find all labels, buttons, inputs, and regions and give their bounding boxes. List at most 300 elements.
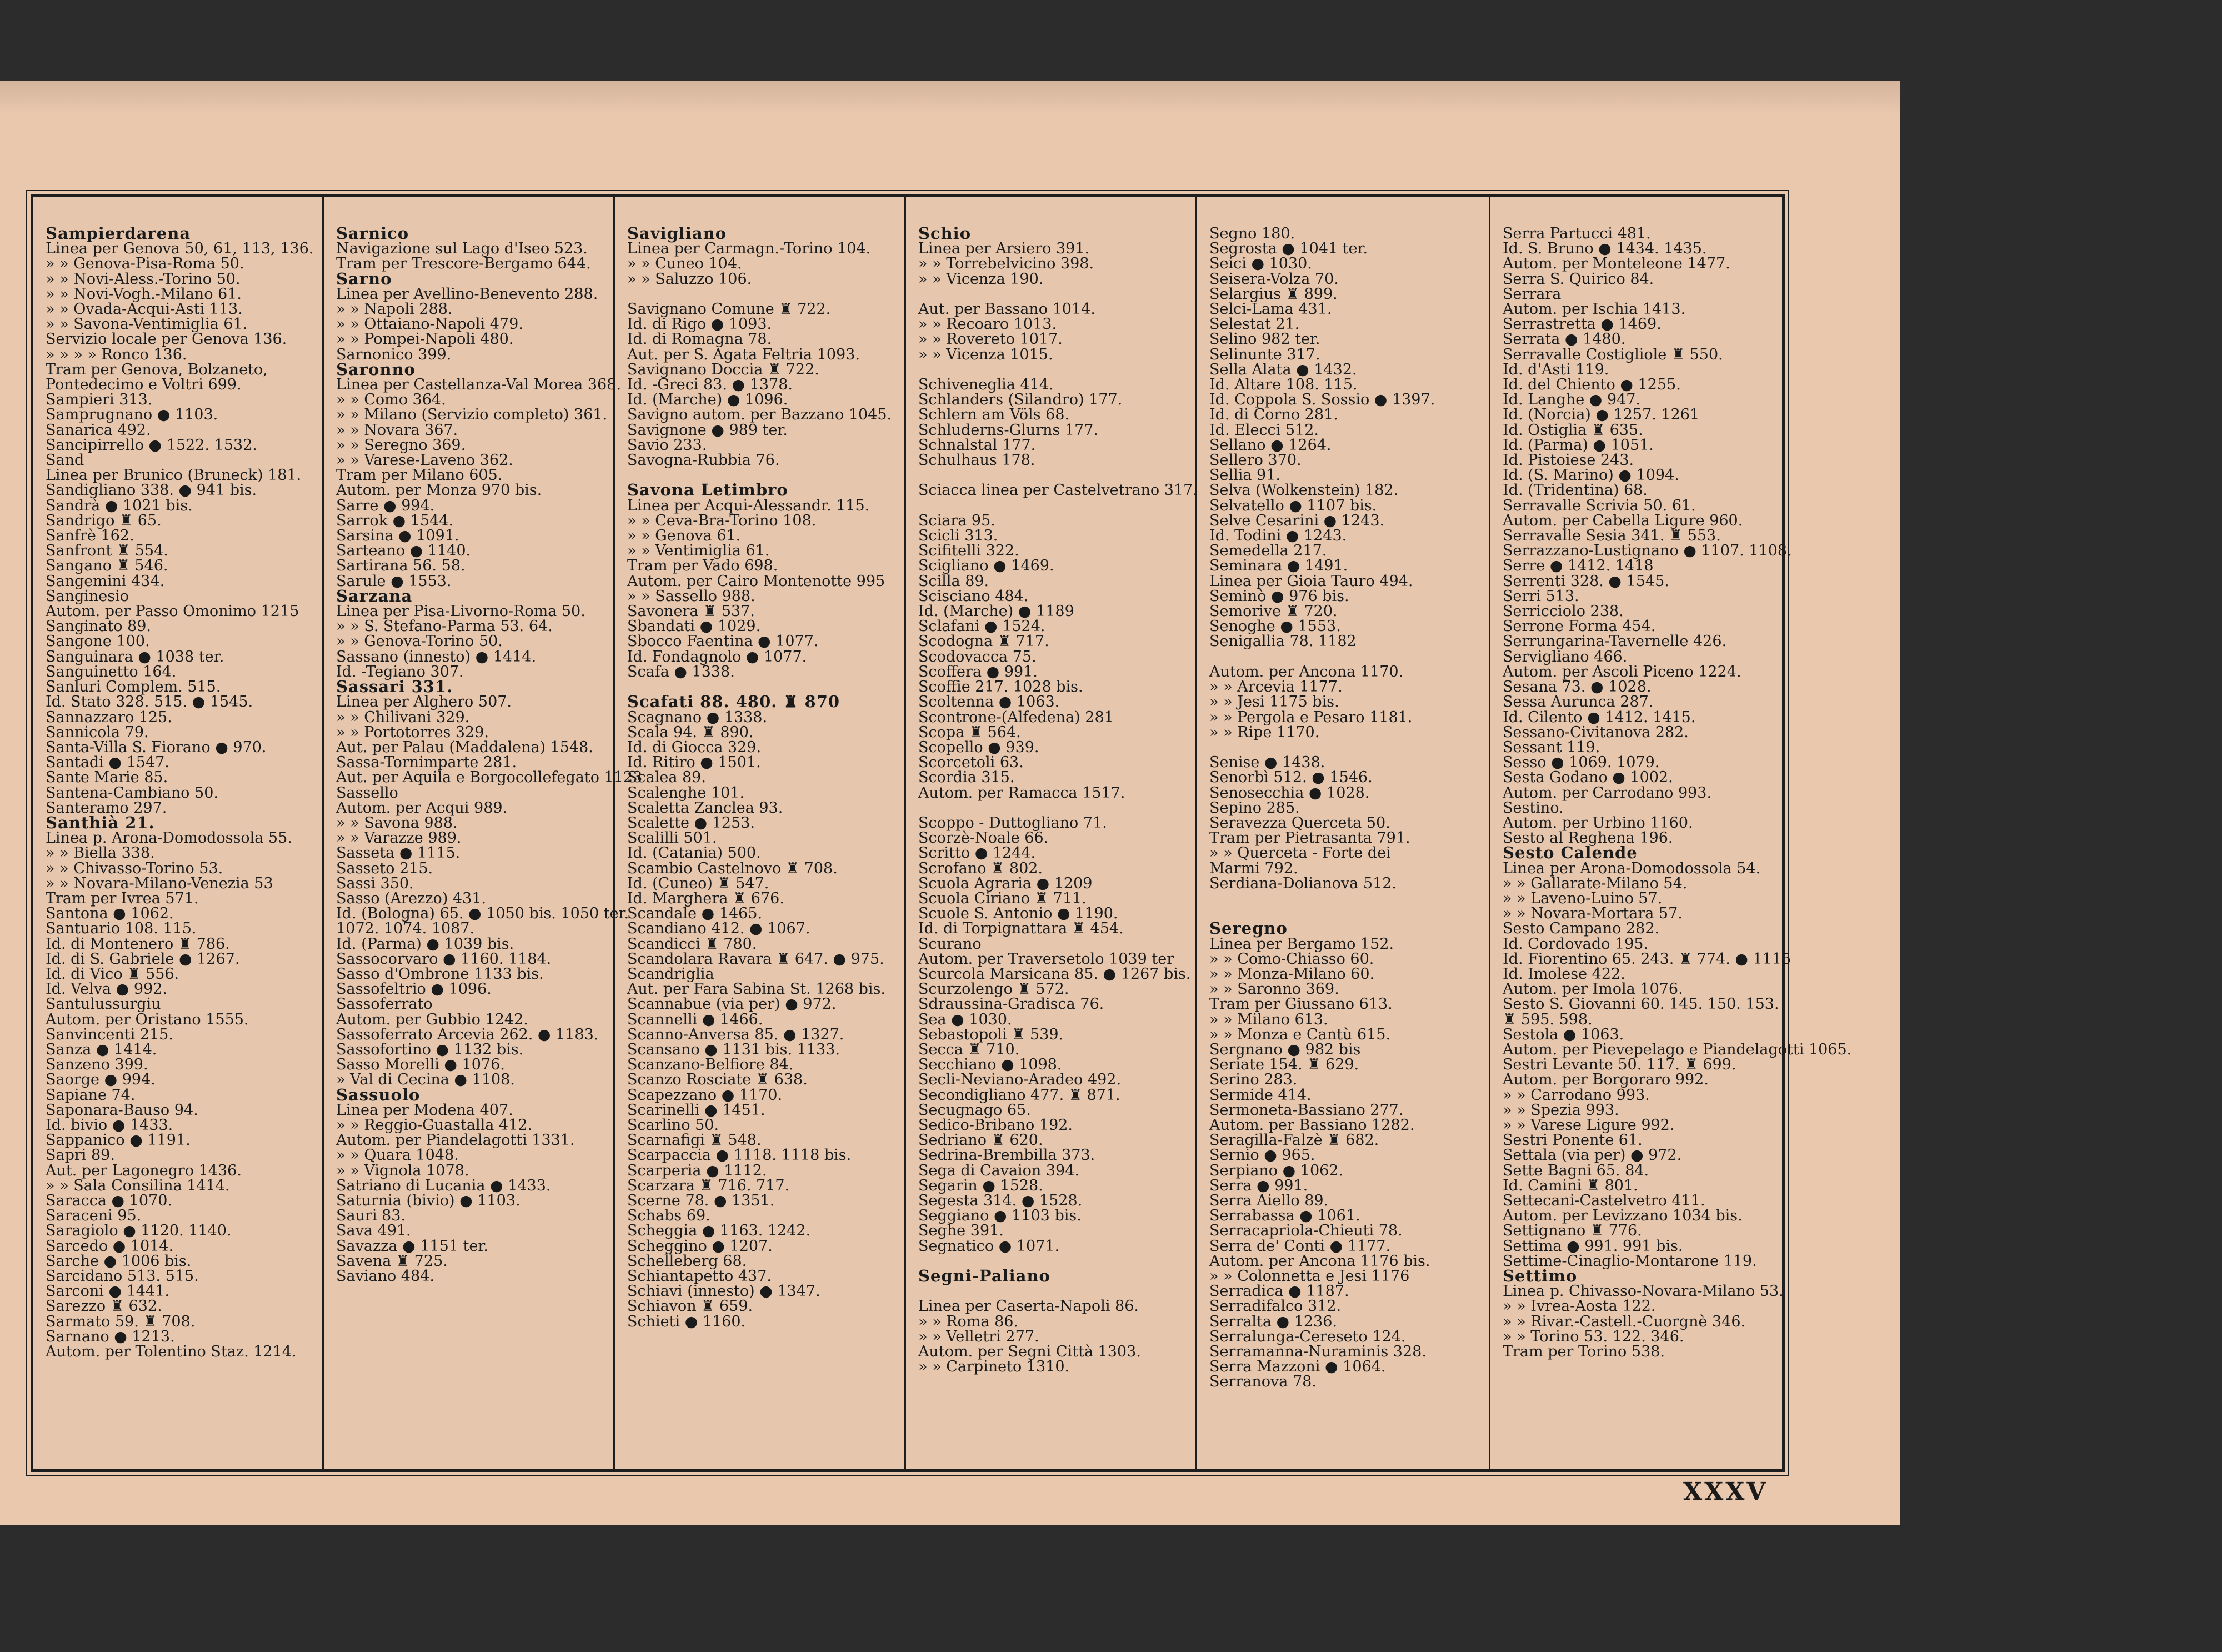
- index-entry: » » Roma 86.: [918, 1313, 1019, 1330]
- index-entry: Navigazione sul Lago d'Iseo 523.: [336, 240, 588, 258]
- index-entry: Sannazzaro 125.: [46, 708, 172, 726]
- index-entry: Santeramo 297.: [46, 799, 167, 817]
- index-entry: Tram per Trescore-Bergamo 644.: [336, 255, 591, 273]
- index-entry: Serrara: [1503, 285, 1562, 303]
- index-entry: Sarrok ● 1544.: [336, 512, 454, 529]
- index-entry: Id. (Parma) ● 1039 bis.: [336, 935, 514, 953]
- index-column-2: [322, 197, 643, 1469]
- index-entry: Id. (Catania) 500.: [627, 844, 761, 862]
- index-entry: Autom. per Carrodano 993.: [1503, 784, 1712, 802]
- index-entry: » » Quara 1048.: [336, 1147, 459, 1164]
- index-entry: » » Novi-Vogh.-Milano 61.: [46, 285, 242, 303]
- index-entry: [627, 287, 897, 302]
- index-entry: » Val di Cecina ● 1108.: [336, 1071, 515, 1089]
- index-entry: » » Varese-Laveno 362.: [336, 452, 513, 469]
- index-entry: » » Vicenza 190.: [918, 270, 1044, 288]
- index-entry: » » » » Ronco 136.: [46, 346, 187, 363]
- index-entry: Scodogna ♜ 717.: [918, 633, 1049, 650]
- index-entry: Savignano Comune ♜ 722.: [627, 301, 831, 318]
- index-entry: Segrosta ● 1041 ter.: [1209, 240, 1368, 258]
- index-entry: Sbocco Faentina ● 1077.: [627, 633, 819, 650]
- index-entry: Id. (Cuneo) ♜ 547.: [627, 874, 769, 892]
- index-entry: » » Torino 53. 122. 346.: [1503, 1328, 1684, 1345]
- index-entry: Savazza ● 1151 ter.: [336, 1237, 488, 1255]
- index-entry: » » Seregno 369.: [336, 436, 466, 454]
- index-entry: Schlern am Völs 68.: [918, 406, 1070, 424]
- index-entry: Serramanna-Nuraminis 328.: [1209, 1343, 1427, 1361]
- index-entry: Autom. per Imola 1076.: [1503, 980, 1683, 998]
- index-entry: Secugnago 65.: [918, 1101, 1031, 1119]
- index-entry: Scisciano 484.: [918, 587, 1029, 605]
- index-entry: Scarnafigi ♜ 548.: [627, 1132, 762, 1149]
- index-entry: Schlanders (Silandro) 177.: [918, 391, 1123, 409]
- index-heading: Sarzana: [336, 586, 413, 605]
- index-column-1: [33, 197, 322, 1469]
- index-entry: Schieti ● 1160.: [627, 1313, 746, 1330]
- index-entry: Serralta ● 1236.: [1209, 1313, 1337, 1330]
- index-heading: Sesto Calende: [1503, 843, 1638, 863]
- index-entry: Serradifalco 312.: [1209, 1298, 1342, 1315]
- index-entry: Id. Ostiglia ♜ 635.: [1503, 421, 1643, 439]
- index-entry: » » Spezia 993.: [1503, 1101, 1619, 1119]
- index-entry: » » Novara-Mortara 57.: [1503, 905, 1683, 923]
- index-entry: Sassoferrato Arcevia 262. ● 1183.: [336, 1025, 599, 1043]
- index-entry: Servigliano 466.: [1503, 648, 1628, 665]
- index-entry: Sanguinetto 164.: [46, 663, 177, 680]
- index-entry: Seminara ● 1491.: [1209, 557, 1348, 575]
- index-entry: Id. (Parma) ● 1051.: [1503, 436, 1654, 454]
- index-entry: Linea per Caserta-Napoli 86.: [918, 1298, 1139, 1315]
- index-entry: Id. Ritiro ● 1501.: [627, 754, 761, 772]
- index-entry: Serino 283.: [1209, 1071, 1298, 1089]
- index-heading: Sampierdarena: [46, 224, 191, 243]
- index-entry: Autom. per Oristano 1555.: [46, 1010, 249, 1028]
- index-entry: Scheggia ● 1163. 1242.: [627, 1222, 811, 1240]
- index-entry: [918, 800, 1188, 815]
- index-entry: Id. (S. Marino) ● 1094.: [1503, 467, 1679, 484]
- index-entry: Serravalle Sesia 341. ♜ 553.: [1503, 527, 1721, 545]
- index-entry: Sarsina ● 1091.: [336, 527, 459, 545]
- index-entry: Tram per Pietrasanta 791.: [1209, 829, 1410, 847]
- index-entry: Seici ● 1030.: [1209, 255, 1312, 273]
- index-entry: Autom. per Passo Omonimo 1215: [46, 603, 299, 620]
- index-entry: Sdraussina-Gradisca 76.: [918, 995, 1104, 1013]
- index-entry: Id. di Romagna 78.: [627, 331, 772, 348]
- index-entry: [1209, 740, 1481, 755]
- index-entry: Sanza ● 1414.: [46, 1040, 157, 1058]
- index-entry: Aut. per S. Agata Feltria 1093.: [627, 346, 860, 363]
- index-entry: Scalea 89.: [627, 769, 706, 787]
- index-entry: Scopa ♜ 564.: [918, 723, 1021, 741]
- index-entry: Santa-Villa S. Fiorano ● 970.: [46, 738, 267, 756]
- index-entry: Linea per Acqui-Alessandr. 115.: [627, 497, 870, 514]
- index-column-6: [1489, 197, 1852, 1469]
- index-entry: Tram per Ivrea 571.: [46, 889, 199, 907]
- index-entry: » » Como-Chiasso 60.: [1209, 950, 1374, 968]
- index-entry: Id. Cilento ● 1412. 1415.: [1503, 708, 1696, 726]
- index-entry: Selci-Lama 431.: [1209, 301, 1332, 318]
- index-entry: Autom. per Ancona 1170.: [1209, 663, 1404, 680]
- index-entry: Id. Coppola S. Sossio ● 1397.: [1209, 391, 1435, 409]
- index-entry: Sapri 89.: [46, 1147, 115, 1164]
- index-entry: Linea per Bergamo 152.: [1209, 935, 1394, 953]
- index-entry: Sarezzo ♜ 632.: [46, 1298, 162, 1315]
- index-entry: Settima ● 991. 991 bis.: [1503, 1237, 1683, 1255]
- index-entry: Tram per Genova, Bolzaneto,: [46, 361, 268, 378]
- index-entry: Scanzo Rosciate ♜ 638.: [627, 1071, 808, 1089]
- index-entry: Linea per Gioia Tauro 494.: [1209, 572, 1413, 590]
- index-entry: Sanvincenti 215.: [46, 1025, 173, 1043]
- index-entry: Selino 982 ter.: [1209, 331, 1320, 348]
- index-entry: Scuola Ciriano ♜ 711.: [918, 889, 1087, 907]
- index-entry: Saturnia (bivio) ● 1103.: [336, 1192, 521, 1209]
- index-entry: Scurzolengo ♜ 572.: [918, 980, 1069, 998]
- index-entry: Schiveneglia 414.: [918, 376, 1054, 394]
- index-entry: » » Varese Ligure 992.: [1503, 1116, 1675, 1134]
- index-entry: Sasseto 215.: [336, 859, 433, 877]
- index-entry: Linea per Arsiero 391.: [918, 240, 1090, 258]
- index-entry: Aut. per Lagonegro 1436.: [46, 1162, 242, 1179]
- index-entry: Schiavon ♜ 659.: [627, 1298, 753, 1315]
- index-entry: Scalilli 501.: [627, 829, 717, 847]
- index-entry: Sellano ● 1264.: [1209, 436, 1332, 454]
- index-entry: Sarule ● 1553.: [336, 572, 452, 590]
- index-entry: Id. di Corno 281.: [1209, 406, 1338, 424]
- index-entry: Linea per Genova 50, 61, 113, 136.: [46, 240, 314, 258]
- index-entry: Sesso ● 1069. 1079.: [1503, 754, 1660, 772]
- index-entry: Sergnano ● 982 bis: [1209, 1040, 1361, 1058]
- index-entry: Sassello: [336, 784, 398, 802]
- index-heading: Savona Letimbro: [627, 480, 788, 500]
- index-entry: Scannabue (via per) ● 972.: [627, 995, 837, 1013]
- index-entry: Savogna-Rubbia 76.: [627, 452, 780, 469]
- index-entry: Settecani-Castelvetro 411.: [1503, 1192, 1705, 1209]
- index-entry: Aut. per Palau (Maddalena) 1548.: [336, 738, 593, 756]
- index-entry: Linea p. Chivasso-Novara-Milano 53.: [1503, 1283, 1784, 1300]
- index-entry: Saorge ● 994.: [46, 1071, 156, 1089]
- index-entry: Sampieri 313.: [46, 391, 153, 409]
- index-entry: Scandolara Ravara ♜ 647. ● 975.: [627, 950, 884, 968]
- index-entry: Autom. per Gubbio 1242.: [336, 1010, 528, 1028]
- index-entry: Scorcetoli 63.: [918, 754, 1024, 772]
- index-entry: Tram per Vado 698.: [627, 557, 778, 575]
- index-entry: Scurcola Marsicana 85. ● 1267 bis.: [918, 965, 1191, 983]
- index-entry: Scritto ● 1244.: [918, 844, 1036, 862]
- index-entry: Sestola ● 1063.: [1503, 1025, 1624, 1043]
- index-entry: Savignone ● 989 ter.: [627, 421, 788, 439]
- index-entry: Scannelli ● 1466.: [627, 1010, 763, 1028]
- index-entry: » » Ceva-Bra-Torino 108.: [627, 512, 817, 529]
- index-entry: » » Savona-Ventimiglia 61.: [46, 316, 248, 333]
- index-entry: Scalette ● 1253.: [627, 814, 755, 832]
- index-entry: Id. (Tridentina) 68.: [1503, 482, 1648, 499]
- index-entry: Sebastopoli ♜ 539.: [918, 1025, 1064, 1043]
- index-entry: Sbandati ● 1029.: [627, 618, 761, 635]
- index-entry: Savignano Doccia ♜ 722.: [627, 361, 819, 378]
- index-entry: » » Genova 61.: [627, 527, 741, 545]
- index-entry: Id. Todini ● 1243.: [1209, 527, 1347, 545]
- index-entry: Sassoferrato: [336, 995, 433, 1013]
- index-entry: » » Genova-Pisa-Roma 50.: [46, 255, 244, 273]
- index-entry: Autom. per Ascoli Piceno 1224.: [1503, 663, 1741, 680]
- index-entry: Autom. per Monza 970 bis.: [336, 482, 542, 499]
- index-entry: Autom. per Traversetolo 1039 ter: [918, 950, 1174, 968]
- index-entry: Id. -Greci 83. ● 1378.: [627, 376, 793, 394]
- index-entry: Sannicola 79.: [46, 723, 149, 741]
- index-entry: Autom. per Tolentino Staz. 1214.: [46, 1343, 297, 1361]
- index-entry: Sessano-Civitanova 282.: [1503, 723, 1689, 741]
- index-entry: 1072. 1074. 1087.: [336, 920, 475, 938]
- index-entry: » » Vicenza 1015.: [918, 346, 1053, 363]
- index-entry: Linea per Castellanza-Val Morea 368.: [336, 376, 621, 394]
- index-entry: Santuario 108. 115.: [46, 920, 197, 938]
- index-entry: Serrata ● 1480.: [1503, 331, 1626, 348]
- index-entry: Secli-Neviano-Aradeo 492.: [918, 1071, 1122, 1089]
- index-entry: Sassano (innesto) ● 1414.: [336, 648, 537, 665]
- index-entry: Sesta Godano ● 1002.: [1503, 769, 1673, 787]
- index-entry: Sedico-Bribano 192.: [918, 1116, 1073, 1134]
- index-entry: Schnalstal 177.: [918, 436, 1036, 454]
- index-entry: Sciara 95.: [918, 512, 995, 529]
- index-entry: Segnatico ● 1071.: [918, 1237, 1060, 1255]
- index-entry: Schiantapetto 437.: [627, 1268, 772, 1285]
- index-entry: Aut. per Bassano 1014.: [918, 301, 1095, 318]
- index-entry: Sassa-Tornimparte 281.: [336, 754, 517, 772]
- index-entry: Linea per Avellino-Benevento 288.: [336, 285, 598, 303]
- index-entry: » » S. Stefano-Parma 53. 64.: [336, 618, 553, 635]
- index-entry: Scheggino ● 1207.: [627, 1237, 773, 1255]
- index-entry: Scarperia ● 1112.: [627, 1162, 767, 1179]
- index-entry: Saragiolo ● 1120. 1140.: [46, 1222, 232, 1240]
- index-entry: Id. Stato 328. 515. ● 1545.: [46, 693, 253, 711]
- index-entry: » » Ventimiglia 61.: [627, 542, 770, 560]
- index-entry: Scopello ● 939.: [918, 738, 1039, 756]
- index-entry: Sclafani ● 1524.: [918, 618, 1045, 635]
- index-entry: Sandrigo ♜ 65.: [46, 512, 162, 529]
- index-entry: [918, 468, 1188, 483]
- index-entry: Autom. per Segni Città 1303.: [918, 1343, 1141, 1361]
- index-entry: Sciacca linea per Castelvetrano 317.: [918, 482, 1198, 499]
- index-entry: Settala (via per) ● 972.: [1503, 1147, 1682, 1164]
- index-entry: Serra ● 991.: [1209, 1177, 1308, 1194]
- index-entry: Sanguinara ● 1038 ter.: [46, 648, 224, 665]
- index-entry: Linea per Arona-Domodossola 54.: [1503, 859, 1761, 877]
- index-entry: Scodovacca 75.: [918, 648, 1037, 665]
- index-entry: Scuola Agraria ● 1209: [918, 874, 1093, 892]
- index-entry: » » Carrodano 993.: [1503, 1086, 1650, 1104]
- index-entry: Saviano 484.: [336, 1268, 434, 1285]
- index-entry: Scagnano ● 1338.: [627, 708, 768, 726]
- index-entry: » » Napoli 288.: [336, 301, 453, 318]
- index-entry: » » Portotorres 329.: [336, 723, 489, 741]
- index-entry: Selestat 21.: [1209, 316, 1300, 333]
- index-entry: » » Ottaiano-Napoli 479.: [336, 316, 523, 333]
- index-entry: » » Milano 613.: [1209, 1010, 1328, 1028]
- index-entry: Serri 513.: [1503, 587, 1579, 605]
- index-entry: Savio 233.: [627, 436, 707, 454]
- index-entry: Samprugnano ● 1103.: [46, 406, 218, 424]
- index-entry: » » Chilivani 329.: [336, 708, 470, 726]
- index-entry: Schabs 69.: [627, 1207, 710, 1225]
- index-entry: Id. di Giocca 329.: [627, 738, 762, 756]
- index-heading: Seregno: [1209, 919, 1288, 938]
- index-entry: Sante Marie 85.: [46, 769, 168, 787]
- index-entry: Sea ● 1030.: [918, 1010, 1012, 1028]
- index-entry: Servizio locale per Genova 136.: [46, 331, 287, 348]
- index-heading: Sassari 331.: [336, 677, 453, 697]
- index-entry: Sermide 414.: [1209, 1086, 1312, 1104]
- index-entry: Sella Alata ● 1432.: [1209, 361, 1357, 378]
- index-entry: Sarcedo ● 1014.: [46, 1237, 174, 1255]
- index-entry: Autom. per Cairo Montenotte 995: [627, 572, 885, 590]
- index-entry: » » Chivasso-Torino 53.: [46, 859, 223, 877]
- index-entry: Scoffera ● 991.: [918, 663, 1038, 680]
- index-entry: Id. (Bologna) 65. ● 1050 bis. 1050 ter.: [336, 905, 629, 923]
- index-entry: [1209, 649, 1481, 664]
- index-entry: Id. Pistoiese 243.: [1503, 452, 1634, 469]
- index-entry: » » Ovada-Acqui-Asti 113.: [46, 301, 243, 318]
- index-entry: Serrabassa ● 1061.: [1209, 1207, 1360, 1225]
- index-entry: Sedriano ♜ 620.: [918, 1132, 1043, 1149]
- index-entry: Secondigliano 477. ♜ 871.: [918, 1086, 1120, 1104]
- index-entry: Sassofeltrio ● 1096.: [336, 980, 492, 998]
- index-heading: Saronno: [336, 359, 416, 379]
- index-entry: Serpiano ● 1062.: [1209, 1162, 1344, 1179]
- index-entry: » » Novara 367.: [336, 421, 458, 439]
- index-entry: Selve Cesarini ● 1243.: [1209, 512, 1385, 529]
- index-entry: Autom. per Ancona 1176 bis.: [1209, 1252, 1430, 1270]
- index-entry: Saponara-Bauso 94.: [46, 1101, 198, 1119]
- index-entry: Id. Imolese 422.: [1503, 965, 1625, 983]
- index-entry: Sassocorvaro ● 1160. 1184.: [336, 950, 552, 968]
- index-entry: Serrastretta ● 1469.: [1503, 316, 1662, 333]
- index-entry: Scilla 89.: [918, 572, 989, 590]
- index-heading: Sassuolo: [336, 1085, 421, 1104]
- index-entry: Id. Cordovado 195.: [1503, 935, 1649, 953]
- index-entry: Scanzano-Belfiore 84.: [627, 1056, 794, 1074]
- index-entry: Scambio Castelnovo ♜ 708.: [627, 859, 838, 877]
- page-number: XXXV: [1683, 1478, 1768, 1506]
- index-entry: Id. di Montenero ♜ 786.: [46, 935, 230, 953]
- index-entry: Id. di Rigo ● 1093.: [627, 316, 772, 333]
- index-entry: Serrenti 328. ● 1545.: [1503, 572, 1669, 590]
- index-entry: Serra Partucci 481.: [1503, 225, 1651, 242]
- index-entry: Sessa Aurunca 287.: [1503, 693, 1654, 711]
- index-heading: Savigliano: [627, 224, 727, 243]
- index-entry: » » Carpineto 1310.: [918, 1358, 1070, 1376]
- index-entry: Serdiana-Dolianova 512.: [1209, 874, 1397, 892]
- index-entry: Schelleberg 68.: [627, 1252, 747, 1270]
- index-entry: Senigallia 78. 1182: [1209, 633, 1357, 650]
- index-entry: Scurano: [918, 935, 982, 953]
- index-frame: [31, 194, 1852, 1472]
- index-entry: Sesto Campano 282.: [1503, 920, 1660, 938]
- index-entry: Sanginesio: [46, 587, 129, 605]
- index-entry: Selva (Wolkenstein) 182.: [1209, 482, 1399, 499]
- index-entry: [918, 287, 1188, 302]
- index-entry: Autom. per Monteleone 1477.: [1503, 255, 1730, 273]
- index-entry: Sellero 370.: [1209, 452, 1302, 469]
- index-entry: » » Pergola e Pesaro 1181.: [1209, 708, 1413, 726]
- index-entry: Sarmato 59. ♜ 708.: [46, 1313, 196, 1330]
- index-entry: Scoppo - Duttogliano 71.: [918, 814, 1107, 832]
- index-entry: Selargius ♜ 899.: [1209, 285, 1338, 303]
- index-entry: Semorive ♜ 720.: [1209, 603, 1338, 620]
- index-entry: Sava 491.: [336, 1222, 411, 1240]
- index-entry: Scarlino 50.: [627, 1116, 719, 1134]
- index-entry: Sellia 91.: [1209, 467, 1280, 484]
- index-entry: Seragilla-Falzè ♜ 682.: [1209, 1132, 1379, 1149]
- index-entry: Sasseta ● 1115.: [336, 844, 461, 862]
- index-heading: Santhià 21.: [46, 813, 155, 832]
- index-entry: Savigno autom. per Bazzano 1045.: [627, 406, 892, 424]
- index-entry: Senorbì 512. ● 1546.: [1209, 769, 1373, 787]
- index-entry: Serre ● 1412. 1418: [1503, 557, 1654, 575]
- index-entry: Sedrina-Brembilla 373.: [918, 1147, 1095, 1164]
- index-entry: Senosecchia ● 1028.: [1209, 784, 1370, 802]
- index-entry: Scifitelli 322.: [918, 542, 1019, 560]
- index-entry: Sasso (Arezzo) 431.: [336, 889, 486, 907]
- index-entry: » » Recoaro 1013.: [918, 316, 1057, 333]
- index-entry: Id. Elecci 512.: [1209, 421, 1319, 439]
- index-heading: Segni-Paliano: [918, 1266, 1050, 1286]
- index-entry: Schiavi (innesto) ● 1347.: [627, 1283, 820, 1300]
- index-entry: Sappanico ● 1191.: [46, 1132, 191, 1149]
- index-entry: Sette Bagni 65. 84.: [1503, 1162, 1649, 1179]
- index-entry: [918, 362, 1188, 377]
- index-entry: Id. Velva ● 992.: [46, 980, 167, 998]
- index-entry: Scandiano 412. ● 1067.: [627, 920, 810, 938]
- index-entry: Scuole S. Antonio ● 1190.: [918, 905, 1118, 923]
- index-entry: Scorzè-Noale 66.: [918, 829, 1049, 847]
- index-entry: Autom. per Cabella Ligure 960.: [1503, 512, 1743, 529]
- index-entry: Sessant 119.: [1503, 738, 1600, 756]
- index-heading: Schio: [918, 224, 972, 243]
- index-entry: Selvatello ● 1107 bis.: [1209, 497, 1377, 514]
- index-entry: » » Novara-Milano-Venezia 53: [46, 874, 273, 892]
- index-entry: Sarche ● 1006 bis.: [46, 1252, 192, 1270]
- index-entry: Aut. per Aquila e Borgocollefegato 1123: [336, 769, 643, 787]
- index-entry: Scanno-Anversa 85. ● 1327.: [627, 1025, 844, 1043]
- index-entry: Santulussurgiu: [46, 995, 161, 1013]
- index-entry: » » Velletri 277.: [918, 1328, 1039, 1345]
- index-entry: Sesto S. Giovanni 60. 145. 150. 153.: [1503, 995, 1779, 1013]
- index-entry: Id. Fondagnolo ● 1077.: [627, 648, 807, 665]
- index-entry: Linea per Alghero 507.: [336, 693, 512, 711]
- index-entry: Pontedecimo e Voltri 699.: [46, 376, 242, 394]
- index-entry: Sangone 100.: [46, 633, 150, 650]
- index-entry: Scarzara ♜ 716. 717.: [627, 1177, 790, 1194]
- index-entry: Scoffie 217. 1028 bis.: [918, 678, 1083, 696]
- index-column-4: [904, 197, 1198, 1469]
- index-entry: » » Cuneo 104.: [627, 255, 742, 273]
- index-entry: Scerne 78. ● 1351.: [627, 1192, 775, 1209]
- index-entry: Scapezzano ● 1170.: [627, 1086, 783, 1104]
- index-entry: Serricciolo 238.: [1503, 603, 1624, 620]
- index-entry: Sepino 285.: [1209, 799, 1300, 817]
- index-entry: Scalenghe 101.: [627, 784, 745, 802]
- index-entry: » » Jesi 1175 bis.: [1209, 693, 1339, 711]
- index-entry: » » Pompei-Napoli 480.: [336, 331, 514, 348]
- index-entry: Autom. per Pievepelago e Piandelagotti 1065.: [1503, 1040, 1852, 1058]
- index-entry: Segesta 314. ● 1528.: [918, 1192, 1083, 1209]
- index-entry: Scandriglia: [627, 965, 714, 983]
- index-entry: Segarin ● 1528.: [918, 1177, 1043, 1194]
- index-heading: Sarno: [336, 269, 392, 288]
- index-entry: Sanarica 492.: [46, 421, 151, 439]
- index-entry: Autom. per Acqui 989.: [336, 799, 508, 817]
- index-entry: Autom. per Ramacca 1517.: [918, 784, 1125, 802]
